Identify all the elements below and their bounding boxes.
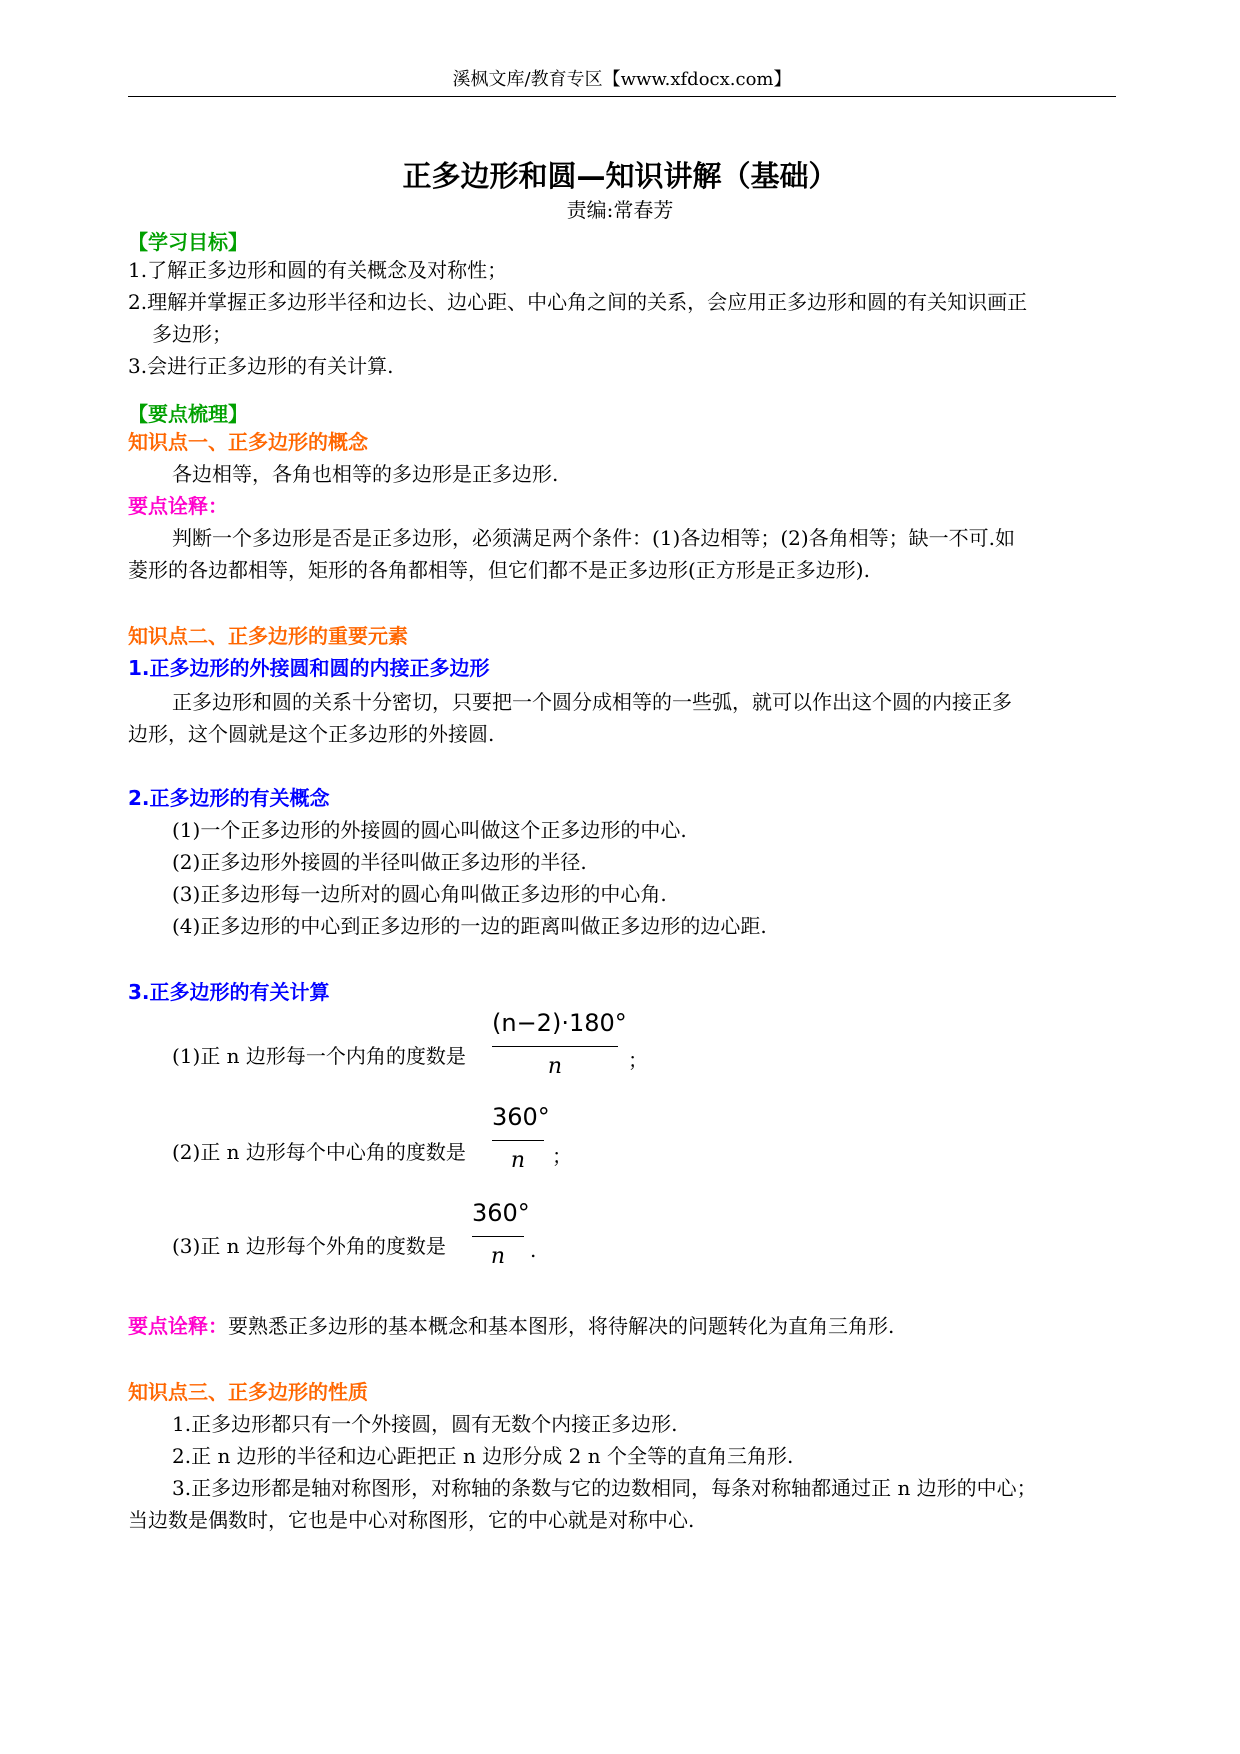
editor-line: 责编:常春芳	[566, 198, 674, 222]
point2-note	[128, 1310, 1118, 1342]
point2-sub2-item: (2)正多边形外接圆的半径叫做正多边形的半径.	[172, 850, 587, 874]
point3-heading: 知识点三、正多边形的性质	[128, 1380, 368, 1404]
calc1-text: (1)正 n 边形每一个内角的度数是	[172, 1044, 466, 1068]
objective-item-2-cont: 多边形；	[152, 322, 232, 346]
point1-note-label: 要点诠释：	[128, 494, 228, 518]
calc3-fraction	[472, 1196, 530, 1276]
point1-definition: 各边相等，各角也相等的多边形是正多边形.	[172, 462, 559, 486]
point2-heading: 知识点二、正多边形的重要元素	[128, 624, 408, 648]
calc2-end: ；	[552, 1144, 572, 1168]
calc1-fraction	[492, 1006, 627, 1086]
point2-sub2-item: (1)一个正多边形的外接圆的圆心叫做这个正多边形的中心.	[172, 818, 687, 842]
objective-item-3: 3.会进行正多边形的有关计算.	[128, 354, 394, 378]
point2-sub2-item: (4)正多边形的中心到正多边形的一边的距离叫做正多边形的边心距.	[172, 914, 767, 938]
point3-item-3-line2: 当边数是偶数时，它也是中心对称图形，它的中心就是对称中心.	[128, 1508, 695, 1532]
fraction-bar	[492, 1046, 618, 1047]
point2-sub1-line2: 边形，这个圆就是这个正多边形的外接圆.	[128, 722, 495, 746]
calc3-end: .	[530, 1238, 537, 1262]
calc3-text: (3)正 n 边形每个外角的度数是	[172, 1234, 446, 1258]
calc1-end: ；	[628, 1048, 648, 1072]
objective-item-1: 1.了解正多边形和圆的有关概念及对称性；	[128, 258, 508, 282]
objective-item-2: 2.理解并掌握正多边形半径和边长、边心距、中心角之间的关系，会应用正多边形和圆的有关知识画正	[128, 290, 1028, 314]
point2-sub3-title: 3.正多边形的有关计算	[128, 980, 330, 1004]
calc1-numerator: (n−2)·180°	[492, 1009, 627, 1037]
point1-heading: 知识点一、正多边形的概念	[128, 430, 368, 454]
calc2-fraction	[492, 1100, 550, 1180]
point1-note-line2: 菱形的各边都相等，矩形的各角都相等，但它们都不是正多边形(正方形是正多边形).	[128, 558, 870, 582]
objectives-heading: 【学习目标】	[128, 230, 248, 254]
point3-item-1: 1.正多边形都只有一个外接圆，圆有无数个内接正多边形.	[172, 1412, 678, 1436]
fraction-bar	[492, 1140, 544, 1141]
point2-note-label: 要点诠释：	[128, 1314, 228, 1338]
calc1-denominator: n	[547, 1054, 563, 1079]
calc2-numerator: 360°	[492, 1103, 550, 1131]
outline-heading: 【要点梳理】	[128, 402, 248, 426]
point1-note-line1: 判断一个多边形是否是正多边形，必须满足两个条件：(1)各边相等；(2)各角相等；缺一不可.如	[172, 526, 1016, 550]
point2-sub1-line1: 正多边形和圆的关系十分密切，只要把一个圆分成相等的一些弧，就可以作出这个圆的内接正多	[172, 690, 1012, 714]
header-rule	[128, 96, 1116, 97]
point2-sub1-title: 1.正多边形的外接圆和圆的内接正多边形	[128, 656, 490, 680]
point2-sub2-title: 2.正多边形的有关概念	[128, 786, 330, 810]
calc3-numerator: 360°	[472, 1199, 530, 1227]
fraction-bar	[472, 1236, 524, 1237]
point3-item-3-line1: 3.正多边形都是轴对称图形，对称轴的条数与它的边数相同，每条对称轴都通过正 n 边形的中心；	[172, 1476, 1037, 1500]
page-header: 溪枫文库/教育专区【www.xfdocx.com】	[452, 69, 792, 90]
point2-note-text: 要熟悉正多边形的基本概念和基本图形，将待解决的问题转化为直角三角形.	[228, 1314, 895, 1338]
point2-sub2-item: (3)正多边形每一边所对的圆心角叫做正多边形的中心角.	[172, 882, 667, 906]
calc2-denominator: n	[510, 1148, 526, 1173]
calc3-denominator: n	[490, 1244, 506, 1269]
point3-item-2: 2.正 n 边形的半径和边心距把正 n 边形分成 2 n 个全等的直角三角形.	[172, 1444, 794, 1468]
calc2-text: (2)正 n 边形每个中心角的度数是	[172, 1140, 466, 1164]
page-title: 正多边形和圆—知识讲解（基础）	[402, 159, 838, 193]
